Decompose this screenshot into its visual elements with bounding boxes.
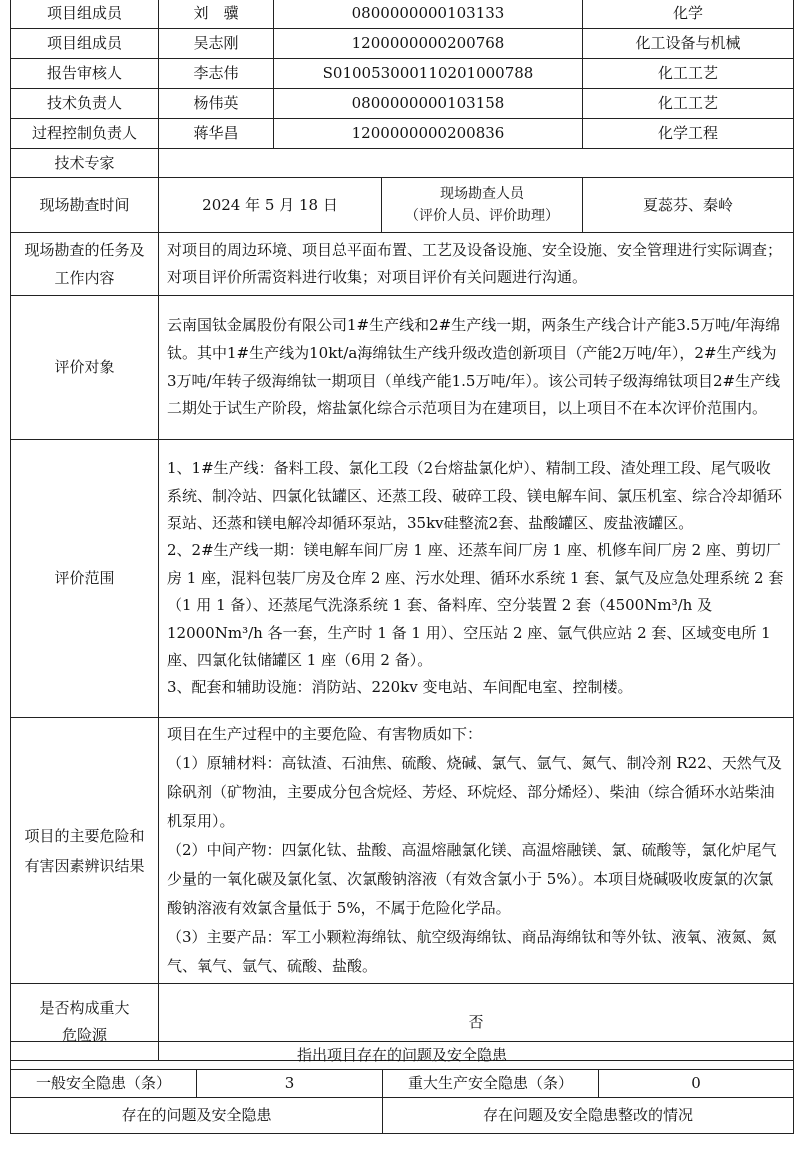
issues-table <box>10 1041 794 1134</box>
task-label-text: 现场勘查的任务及工作内容 <box>24 241 145 287</box>
major-hazard-value: 否 <box>159 984 794 1061</box>
member-cert: 1200000000200836 <box>274 119 583 149</box>
general-hazard-count: 3 <box>197 1070 383 1098</box>
member-name: 李志伟 <box>159 59 274 89</box>
member-major: 化学 <box>583 0 794 29</box>
member-cert: 0800000000103158 <box>274 89 583 119</box>
issues-columns-row <box>11 1098 794 1134</box>
scope-paragraph-1: 1、1#生产线：备料工段、氯化工段（2台熔盐氯化炉）、精制工段、渣处理工段、尾气吸收系统、制冷站、四氯化钛罐区、还蒸工段、破碎工段、镁电解车间、氯压机室、综合冷却循环泵站、还蒸和镁电解冷却循环泵站，35kv硅整流2套、盐酸罐区、废盐液罐区。 <box>167 459 783 532</box>
object-row <box>11 296 794 440</box>
issues-column-rectification: 存在问题及安全隐患整改的情况 <box>383 1098 794 1134</box>
task-text: 对项目的周边环境、项目总平面布置、工艺及设备设施、安全设施、安全管理进行实际调查；对项目评价所需资料进行收集；对项目评价有关问题进行沟通。 <box>159 233 794 296</box>
scope-paragraph-2: 2、2#生产线一期：镁电解车间厂房 1 座、还蒸车间厂房 1 座、机修车间厂房 2 座、剪切厂房 1 座，混料包装厂房及仓库 2 座、污水处理、循环水系统 1 套、氯气及应急处理系统 2 套（1 用 1 备）、还蒸尾气洗涤系统 1 套、备料库、空分装置 2 套（4500Nm³/h 及 12000Nm³/h 各一套，生产时 1 备 1 用）、空压站 2 座、氩气供应站 2 套、区域变电所 1 座、四氯化钛储罐区 1 座（6用 2 备）。 <box>167 541 784 670</box>
member-role: 项目组成员 <box>11 29 159 59</box>
member-row <box>11 0 794 29</box>
hazard-label <box>11 718 159 984</box>
task-label <box>11 233 159 296</box>
major-safety-hazard-label: 重大生产安全隐患（条） <box>383 1070 599 1098</box>
object-label: 评价对象 <box>11 296 159 440</box>
survey-time-label: 现场勘查时间 <box>11 178 159 233</box>
hazard-paragraph-2: （2）中间产物：四氯化钛、盐酸、高温熔融氯化镁、高温熔融镁、氯、硫酸等，氯化炉尾气少量的一氧化碳及氯化氢、次氯酸钠溶液（有效含氯小于 5%）。本项目烧碱吸收废氯的次氯酸钠溶液有效氯含量低于 5%，不属于危险化学品。 <box>167 841 777 917</box>
member-role: 报告审核人 <box>11 59 159 89</box>
survey-staff-label-line1: 现场勘查人员 <box>440 186 524 202</box>
issues-column-problems: 存在的问题及安全隐患 <box>11 1098 383 1134</box>
tech-expert-value <box>159 149 794 178</box>
scope-text <box>159 440 794 718</box>
member-cert: 1200000000200768 <box>274 29 583 59</box>
scope-paragraph-3: 3、配套和辅助设施：消防站、220kv 变电站、车间配电室、控制楼。 <box>167 678 633 697</box>
major-hazard-label-text: 是否构成重大危险源 <box>39 999 130 1044</box>
member-major: 化工工艺 <box>583 89 794 119</box>
tech-expert-row <box>11 149 794 178</box>
member-cert: 0800000000103133 <box>274 0 583 29</box>
issues-header: 指出项目存在的问题及安全隐患 <box>11 1042 794 1070</box>
member-name: 杨伟英 <box>159 89 274 119</box>
object-text: 云南国钛金属股份有限公司1#生产线和2#生产线一期，两条生产线合计产能3.5万吨/年海绵钛。其中1#生产线为10kt/a海绵钛生产线升级改造创新项目（产能2万吨/年），2#生产线为3万吨/年转子级海绵钛一期项目（单线产能1.5万吨/年）。该公司转子级海绵钛项目2#生产线二期处于试生产阶段，熔盐氯化综合示范项目为在建项目，以上项目不在本次评价范围内。 <box>159 296 794 440</box>
tech-expert-label: 技术专家 <box>11 149 159 178</box>
hazard-label-text: 项目的主要危险和有害因素辨识结果 <box>24 826 145 875</box>
member-major: 化工设备与机械 <box>583 29 794 59</box>
member-role: 过程控制负责人 <box>11 119 159 149</box>
member-name: 蒋华昌 <box>159 119 274 149</box>
issues-header-row <box>11 1042 794 1070</box>
member-cert: S010053000110201000788 <box>274 59 583 89</box>
survey-time-value: 2024 年 5 月 18 日 <box>159 178 382 232</box>
hazard-text <box>159 718 794 984</box>
major-safety-hazard-count: 0 <box>599 1070 794 1098</box>
member-row <box>11 89 794 119</box>
member-major: 化工工艺 <box>583 59 794 89</box>
survey-staff-label <box>382 178 582 232</box>
evaluation-info-table <box>10 0 794 1061</box>
general-hazard-label: 一般安全隐患（条） <box>11 1070 197 1098</box>
hazard-paragraph-1: （1）原辅材料：高钛渣、石油焦、硫酸、烧碱、氯气、氩气、氮气、制冷剂 R22、天然气及除矾剂（矿物油，主要成分包含烷烃、芳烃、环烷烃、部分烯烃）、柴油（综合循环水站柴油机泵用）。 <box>167 754 782 830</box>
member-role: 技术负责人 <box>11 89 159 119</box>
survey-staff-label-line2: （评价人员、评价助理） <box>405 208 559 224</box>
hazard-row <box>11 718 794 984</box>
survey-row <box>11 178 794 233</box>
member-row <box>11 29 794 59</box>
task-row <box>11 233 794 296</box>
hazard-intro: 项目在生产过程中的主要危险、有害物质如下： <box>167 725 483 743</box>
hazard-paragraph-3: （3）主要产品：军工小颗粒海绵钛、航空级海绵钛、商品海绵钛和等外钛、液氧、液氮、氮气、氧气、氩气、硫酸、盐酸。 <box>167 928 777 975</box>
survey-staff-value: 夏蕊芬、秦岭 <box>583 178 794 233</box>
issues-count-row <box>11 1070 794 1098</box>
scope-row <box>11 440 794 718</box>
member-name: 刘 骥 <box>159 0 274 29</box>
member-row <box>11 59 794 89</box>
survey-time-cell <box>159 178 583 233</box>
member-row <box>11 119 794 149</box>
scope-label: 评价范围 <box>11 440 159 718</box>
member-role: 项目组成员 <box>11 0 159 29</box>
member-name: 吴志刚 <box>159 29 274 59</box>
member-major: 化学工程 <box>583 119 794 149</box>
